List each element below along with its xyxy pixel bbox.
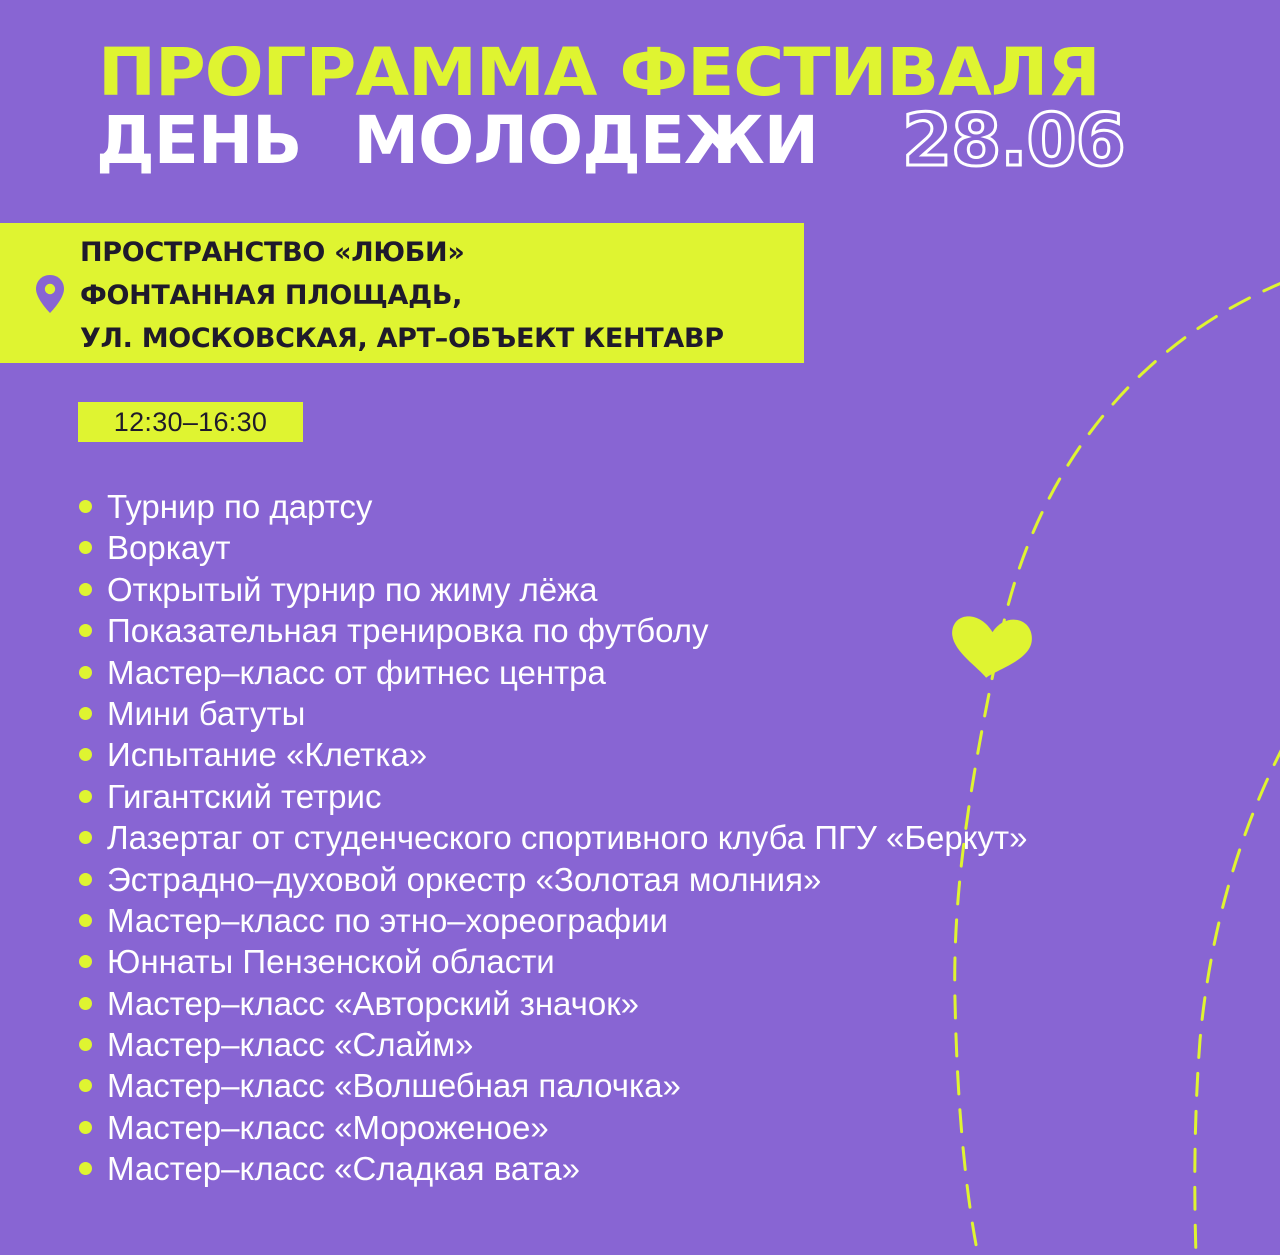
location-street: УЛ. МОСКОВСКАЯ, АРТ–ОБЪЕКТ КЕНТАВР (80, 323, 724, 354)
bullet-icon (79, 1162, 92, 1175)
event-label: Мастер–класс «Авторский значок» (107, 984, 640, 1022)
event-name-word-2: МОЛОДЕЖИ (353, 102, 819, 179)
list-item (78, 859, 1028, 900)
festival-title: ПРОГРАММА ФЕСТИВАЛЯ (98, 34, 1100, 111)
bullet-icon (79, 500, 92, 513)
list-item (78, 817, 1028, 858)
bullet-icon (79, 873, 92, 886)
bullet-icon (79, 583, 92, 596)
list-item (78, 900, 1028, 941)
list-item (78, 1065, 1028, 1106)
list-item (78, 1024, 1028, 1065)
event-label: Воркаут (107, 529, 231, 567)
event-label: Мастер–класс по этно–хореографии (107, 901, 668, 939)
bullet-icon (79, 997, 92, 1010)
event-date: 28.06 (902, 98, 1125, 182)
list-item (78, 652, 1028, 693)
bullet-icon (79, 707, 92, 720)
event-label: Мастер–класс «Мороженое» (107, 1108, 549, 1146)
list-item (78, 527, 1028, 568)
bullet-icon (79, 914, 92, 927)
bullet-icon (79, 831, 92, 844)
list-item (78, 693, 1028, 734)
event-label: Турнир по дартсу (107, 488, 373, 525)
bullet-icon (79, 748, 92, 761)
event-label: Гигантский тетрис (107, 777, 382, 815)
list-item (78, 1148, 1028, 1189)
event-label: Показательная тренировка по футболу (107, 612, 709, 650)
event-label: Эстрадно–духовой оркестр «Золотая молния» (107, 860, 822, 898)
list-item (78, 486, 1028, 527)
event-label: Испытание «Клетка» (107, 736, 428, 774)
list-item (78, 610, 1028, 651)
bullet-icon (79, 955, 92, 968)
event-label: Мастер–класс «Сладкая вата» (107, 1150, 580, 1188)
list-item (78, 569, 1028, 610)
event-label: Мини батуты (107, 694, 306, 732)
event-label: Мастер–класс от фитнес центра (107, 653, 606, 691)
location-square: ФОНТАННАЯ ПЛОЩАДЬ, (80, 280, 463, 311)
bullet-icon (79, 1038, 92, 1051)
list-item (78, 941, 1028, 982)
list-item (78, 734, 1028, 775)
event-label: Лазертаг от студенческого спортивного клуба ПГУ «Беркут» (107, 819, 1028, 857)
location-venue: ПРОСТРАНСТВО «ЛЮБИ» (80, 237, 465, 268)
event-name-word-1: ДЕНЬ (96, 102, 302, 179)
events-list (78, 486, 1028, 1190)
list-item (78, 776, 1028, 817)
event-label: Мастер–класс «Слайм» (107, 1026, 474, 1064)
bullet-icon (79, 1121, 92, 1134)
bullet-icon (79, 666, 92, 679)
location-pin-icon (34, 274, 66, 314)
list-item (78, 983, 1028, 1024)
event-label: Юннаты Пензенской области (107, 943, 555, 981)
bullet-icon (79, 790, 92, 803)
bullet-icon (79, 1079, 92, 1092)
event-name (96, 102, 819, 179)
event-label: Открытый турнир по жиму лёжа (107, 570, 598, 608)
list-item (78, 1107, 1028, 1148)
time-badge: 12:30–16:30 (78, 402, 303, 442)
location-address (80, 231, 724, 360)
bullet-icon (79, 541, 92, 554)
event-label: Мастер–класс «Волшебная палочка» (107, 1067, 681, 1105)
bullet-icon (79, 624, 92, 637)
